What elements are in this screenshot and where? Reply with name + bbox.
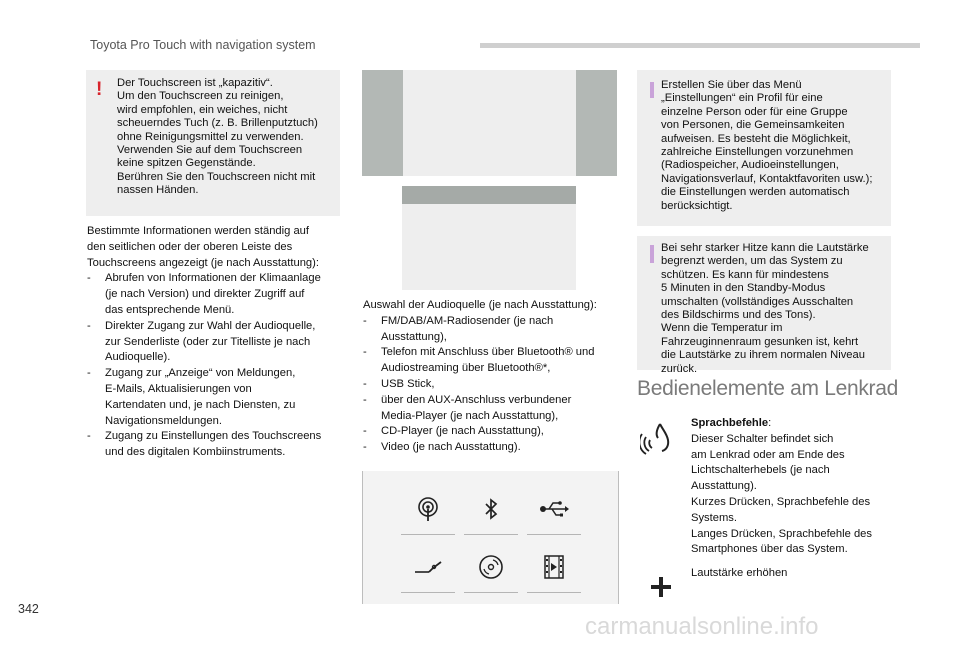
list-line: Ausstattung), xyxy=(381,330,447,343)
note-line: nassen Händen. xyxy=(117,184,199,197)
note-line: einzelne Person oder für eine Gruppe xyxy=(661,105,848,118)
audio-source-icons xyxy=(362,471,619,604)
intro-line: den seitlichen oder der oberen Leiste des xyxy=(87,240,293,253)
list-line: Telefon mit Anschluss über Bluetooth® und xyxy=(381,346,595,359)
list-item xyxy=(363,345,625,377)
radio-icon xyxy=(397,483,459,535)
list-line: Media-Player (je nach Ausstattung), xyxy=(381,409,559,422)
info-note-heat xyxy=(637,236,891,375)
note-line: berücksichtigt. xyxy=(661,199,733,212)
note-line: Bei sehr starker Hitze kann die Lautstärke xyxy=(661,242,869,254)
header-rule xyxy=(480,43,920,48)
note-line: ohne Reinigungsmittel zu verwenden. xyxy=(117,130,304,143)
header-title: Toyota Pro Touch with navigation system xyxy=(90,38,316,52)
bluetooth-icon xyxy=(460,483,522,535)
info-marker-icon xyxy=(650,245,654,263)
list-item xyxy=(363,424,625,440)
note-line: wird empfohlen, ein weiches, nicht xyxy=(117,103,288,116)
note-line: von Personen, die Gemeinsamkeiten xyxy=(661,119,845,132)
list-line: Audiostreaming über Bluetooth®*, xyxy=(381,362,551,375)
note-line: keine spitzen Gegenstände. xyxy=(117,157,256,170)
intro-line: Touchscreens angezeigt (je nach Ausstattung): xyxy=(87,256,319,269)
list-dash: - xyxy=(363,346,367,359)
info-note-text xyxy=(661,79,889,213)
video-film-icon xyxy=(523,541,585,593)
desc-line: Dieser Schalter befindet sich xyxy=(691,432,834,445)
audio-intro: Auswahl der Audioquelle (je nach Ausstattung): xyxy=(363,299,597,311)
list-item xyxy=(87,366,347,429)
plus-icon xyxy=(650,576,672,603)
desc-line: Systems. xyxy=(691,511,738,524)
note-line: Wenn die Temperatur im xyxy=(661,322,783,335)
desc-line: Smartphones über das System. xyxy=(691,543,848,556)
screen-illustration-bottom xyxy=(402,186,576,290)
list-dash: - xyxy=(87,367,91,380)
note-line: Fahrzeuginnenraum gesunken ist, kehrt xyxy=(661,335,859,348)
desc-line: Lichtschalterhebels (je nach xyxy=(691,464,830,477)
volume-up-label: Lautstärke erhöhen xyxy=(691,567,788,579)
list-dash: - xyxy=(87,430,91,443)
list-item xyxy=(363,440,625,456)
screen-left-bar xyxy=(362,70,403,176)
intro-line: Bestimmte Informationen werden ständig auf xyxy=(87,225,310,237)
info-intro xyxy=(87,224,347,461)
screen-right-bar xyxy=(576,70,617,176)
list-line: FM/DAB/AM-Radiosender (je nach xyxy=(381,314,554,327)
note-line: umschalten (vollständiges Ausschalten xyxy=(661,295,854,308)
list-dash: - xyxy=(363,441,367,454)
note-line: scheuerndes Tuch (z. B. Brillenputztuch) xyxy=(117,117,318,130)
info-marker-icon xyxy=(650,82,654,98)
note-line: Um den Touchscreen zu reinigen, xyxy=(117,90,284,103)
desc-line: Ausstattung). xyxy=(691,480,757,493)
list-item xyxy=(363,393,625,425)
voice-command-icon xyxy=(640,420,682,467)
section-title: Bedienelemente am Lenkrad xyxy=(637,377,899,400)
list-line: zur Senderliste (oder zur Titelliste je nach xyxy=(105,335,311,348)
note-line: 5 Minuten in den Standby-Modus xyxy=(661,282,826,295)
note-line: Navigationsverlauf, Kontaktfavoriten usw.); xyxy=(661,172,873,185)
aux-jack-icon xyxy=(397,541,459,593)
list-line: Abrufen von Informationen der Klimaanlage xyxy=(105,272,321,285)
list-line: Zugang zur „Anzeige“ von Meldungen, xyxy=(105,367,296,380)
desc-line: Kurzes Drücken, Sprachbefehle des xyxy=(691,495,871,508)
info-note-profiles xyxy=(637,70,891,226)
usb-icon xyxy=(523,483,585,535)
note-line: „Einstellungen“ ein Profil für eine xyxy=(661,92,823,105)
note-line: aufweisen. Es besteht die Möglichkeit, xyxy=(661,132,851,145)
note-line: Erstellen Sie über das Menü xyxy=(661,79,802,91)
audio-sources xyxy=(363,298,625,456)
list-line: und des digitalen Kombiinstruments. xyxy=(105,446,286,459)
screen-top-bar xyxy=(402,186,576,204)
list-dash: - xyxy=(363,425,367,438)
warning-exclamation-icon: ! xyxy=(96,79,103,100)
voice-command-description xyxy=(691,416,901,558)
list-line: USB Stick, xyxy=(381,377,435,390)
desc-line: Langes Drücken, Sprachbefehle des xyxy=(691,527,872,540)
list-item xyxy=(87,429,347,461)
list-line: Kartendaten und, je nach Diensten, zu xyxy=(105,398,296,411)
note-line: des Bildschirms und des Tons). xyxy=(661,309,816,322)
note-line: Verwenden Sie auf dem Touchscreen xyxy=(117,144,303,157)
voice-command-label: Sprachbefehle xyxy=(691,417,769,429)
list-line: Direkter Zugang zur Wahl der Audioquelle, xyxy=(105,319,316,332)
list-line: Audioquelle). xyxy=(105,351,171,364)
warning-note-text xyxy=(117,77,335,198)
info-note-text xyxy=(661,242,889,376)
list-line: E-Mails, Aktualisierungen von xyxy=(105,382,252,395)
list-line: CD-Player (je nach Ausstattung), xyxy=(381,425,544,438)
screen-center xyxy=(403,70,576,176)
watermark: carmanualsonline.info xyxy=(585,613,819,640)
list-line: Zugang zu Einstellungen des Touchscreens xyxy=(105,430,322,443)
list-line: Navigationsmeldungen. xyxy=(105,414,222,427)
note-line: die Lautstärke zu ihrem normalen Niveau xyxy=(661,349,865,362)
voice-command-label-suffix: : xyxy=(768,417,772,429)
page-number: 342 xyxy=(18,602,39,616)
list-dash: - xyxy=(87,319,91,332)
cd-icon xyxy=(460,541,522,593)
voice-command-label-line xyxy=(691,416,901,432)
list-line: (je nach Version) und direkter Zugriff auf xyxy=(105,288,305,301)
note-line: die Einstellungen werden automatisch xyxy=(661,186,850,199)
note-line: Berühren Sie den Touchscreen nicht mit xyxy=(117,170,316,183)
list-item xyxy=(87,271,347,318)
list-line: über den AUX-Anschluss verbundener xyxy=(381,393,572,406)
list-dash: - xyxy=(363,393,367,406)
warning-note xyxy=(86,70,340,216)
note-line: Der Touchscreen ist „kapazitiv“. xyxy=(117,77,273,89)
list-dash: - xyxy=(363,377,367,390)
note-line: zurück. xyxy=(661,362,698,375)
note-line: schützen. Es kann für mindestens xyxy=(661,268,829,281)
desc-line: am Lenkrad oder am Ende des xyxy=(691,448,845,461)
list-item xyxy=(363,377,625,393)
list-dash: - xyxy=(363,314,367,327)
note-line: (Radiospeicher, Audioeinstellungen, xyxy=(661,159,839,172)
note-line: zahlreiche Einstellungen vorzunehmen xyxy=(661,146,854,159)
screen-illustration-top xyxy=(362,70,617,176)
list-line: das entsprechende Menü. xyxy=(105,303,235,316)
note-line: begrenzt werden, um das System zu xyxy=(661,255,843,268)
list-dash: - xyxy=(87,272,91,285)
list-item xyxy=(363,314,625,346)
list-line: Video (je nach Ausstattung). xyxy=(381,441,521,454)
list-item xyxy=(87,319,347,366)
